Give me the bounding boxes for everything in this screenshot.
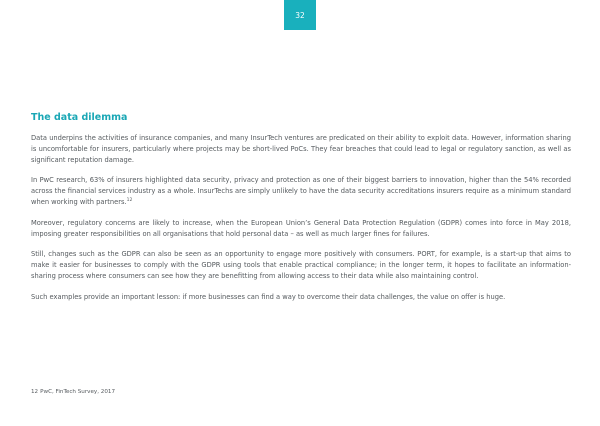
paragraph-1: Data underpins the activities of insurance companies, and many InsurTech ventures are predicated on their ability to exploit data. However, information sharing is uncomfortable for insurers, particularly where projects may be short-lived PoCs. They fear breaches that could lead to legal or regulatory sanction, as well as significant reputation damage. [31,134,571,164]
footnote [31,388,115,396]
paragraph-4: Still, changes such as the GDPR can also be seen as an opportunity to engage more positively with consumers. PORT, for example, is a start-up that aims to make it easier for businesses to comply with the GDPR using tools that enable practical compliance; in the longer term, it hopes to facilitate an information-sharing process where consumers can see how they are benefitting from allowing access to their data while also maintaining control. [31,250,571,280]
main-content [31,112,571,313]
page-number-tab [284,0,316,30]
footnote-text: PwC, FinTech Survey, 2017 [40,389,115,395]
footnote-number: 12 [31,389,39,395]
page-number: 32 [295,10,305,20]
paragraph-2: In PwC research, 63% of insurers highlighted data security, privacy and protection as one of their biggest barriers to innovation, higher than the 54% recorded across the financial services industry as a whole. InsurTechs are simply unlikely to have the data security accreditations insurers require as a minimum standard when working with partners.$^{12}$ [31,176,571,206]
footnote-ref: 12 [126,197,133,203]
paragraph-5: Such examples provide an important lesson: if more businesses can find a way to overcome their data challenges, the value on offer is huge. [31,292,506,301]
section-heading: The data dilemma [31,112,128,123]
paragraph-3: Moreover, regulatory concerns are likely to increase, when the European Union’s General Data Protection Regulation (GDPR) comes into force in May 2018, imposing greater responsibilities on all organisations that hold personal data – as well as much larger fines for failures. [31,218,571,238]
